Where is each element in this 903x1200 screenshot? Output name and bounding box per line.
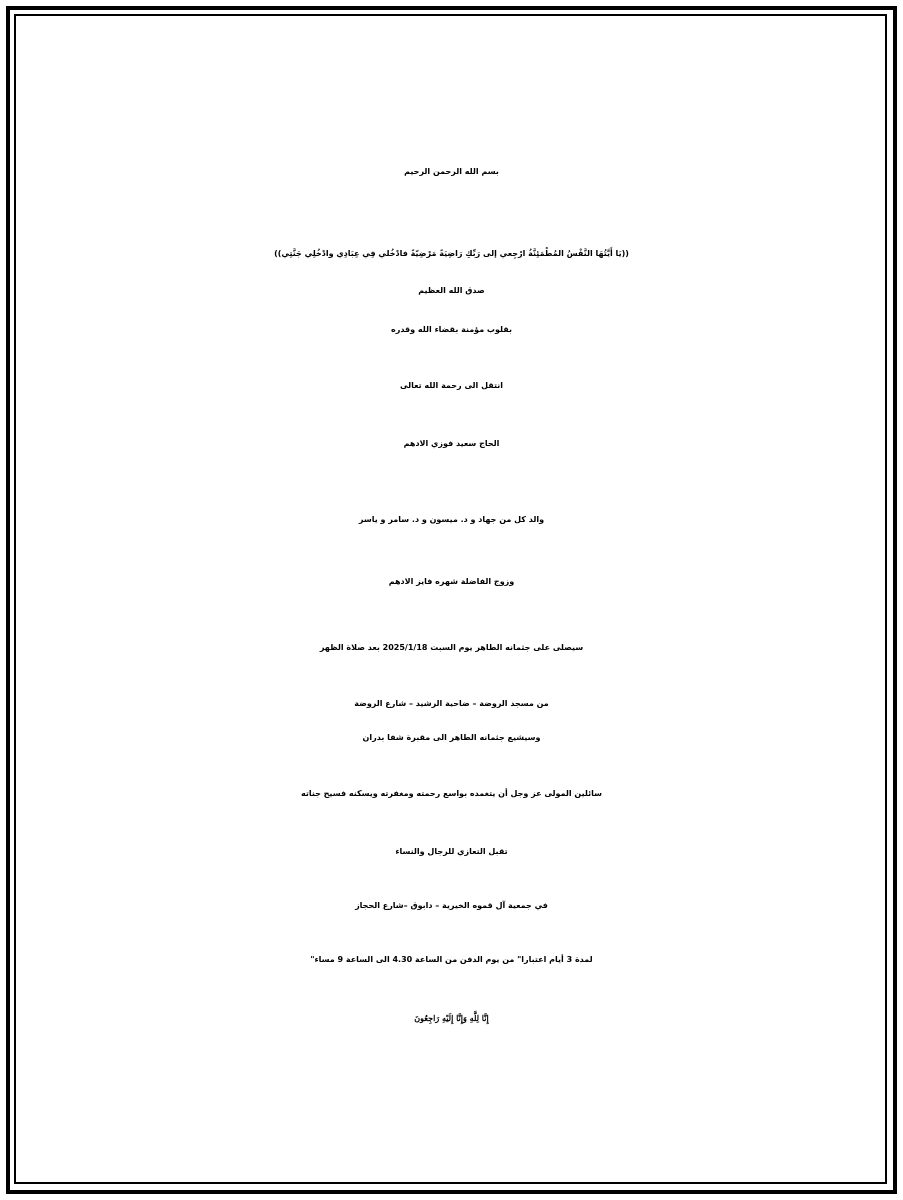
condolences-line: تقبل التعازي للرجال والنساء [395, 847, 508, 856]
basmala-heading: بسم الله الرحمن الرحيم [404, 167, 499, 176]
mosque-location-line: من مسجد الروضة – ضاحية الرشيد – شارع الروضة [354, 699, 549, 708]
deceased-name: الحاج سعيد فوزي الادهم [403, 439, 500, 448]
father-of-line: والد كل من جهاد و د. ميسون و د. سامر و ياسر [358, 515, 545, 524]
funeral-prayer-line: سيصلى على جثمانه الطاهر يوم السبت 2025/1/18 بعد صلاة الظهر [319, 643, 584, 652]
passed-away-line: انتقل الى رحمة الله تعالى [400, 381, 503, 390]
burial-line: وسيشيع جثمانه الطاهر الى مقبرة شفا بدران [362, 733, 541, 742]
husband-of-line: وزوج الفاضلة شهره فايز الادهم [388, 577, 515, 586]
faithful-hearts-line: بقلوب مؤمنة بقضاء الله وقدره [390, 325, 513, 334]
closing-verse: إِنَّا لِلَّهِ وَإِنَّا إِلَيْهِ رَاجِعُونَ [414, 1013, 489, 1023]
condolence-period-line: لمدة 3 أيام اعتبارا" من يوم الدفن من الساعة 4.30 الى الساعة 9 مساء" [310, 955, 593, 964]
condolence-venue-line: في جمعية آل قموه الخيرية – دابوق –شارع الحجاز [355, 901, 548, 910]
quran-verse: ((يَا أَيَّتُهَا النَّفْسُ المُطْمَئِنَّةُ ارْجِعي إلى رَبِّكِ رَاضِيَةً مَرْضِيّةً فادْخُلي فِي عِبَادِي وادْخُلِي جَنَّتِي)) [274, 249, 629, 258]
supplication-line: سائلين المولى عز وجل أن يتغمده بواسع رحمته ومغفرته ويسكنه فسيح جناته [300, 789, 602, 798]
sadaq-line: صدق الله العظيم [418, 286, 485, 295]
inner-border [14, 14, 887, 1184]
